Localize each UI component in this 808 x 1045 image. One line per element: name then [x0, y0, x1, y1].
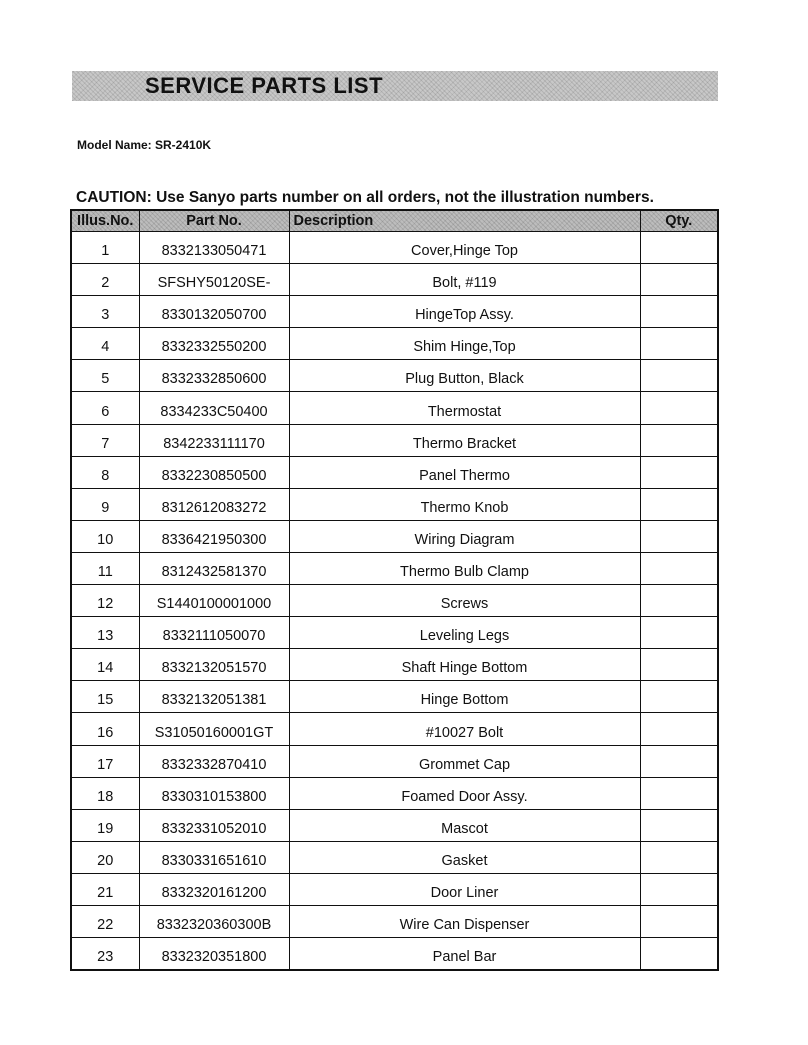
illus-no-cell-text: 4	[101, 339, 110, 356]
part-no-cell	[139, 745, 289, 777]
illus-no-cell	[71, 713, 139, 745]
illus-no-cell	[71, 296, 139, 328]
illus-no-cell	[71, 328, 139, 360]
part-no-cell	[139, 713, 289, 745]
part-no-cell-text: SFSHY50120SE-	[157, 275, 271, 292]
illus-no-cell	[71, 745, 139, 777]
qty-cell	[640, 232, 718, 264]
illus-no-cell	[71, 905, 139, 937]
part-no-cell-text: 8332332550200	[161, 339, 267, 356]
part-no-cell-text: 8332111050070	[162, 628, 266, 645]
table-row	[71, 232, 718, 264]
description-cell-text: Shaft Hinge Bottom	[401, 660, 528, 677]
qty-cell	[640, 809, 718, 841]
illus-no-cell	[71, 617, 139, 649]
illus-no-cell	[71, 585, 139, 617]
qty-cell	[640, 488, 718, 520]
illus-no-cell-text: 3	[101, 307, 110, 324]
table-row	[71, 296, 718, 328]
description-cell-text: Panel Bar	[432, 949, 497, 966]
caution-note: CAUTION: Use Sanyo parts number on all orders, not the illustration numbers.	[76, 189, 654, 206]
table-row	[71, 264, 718, 296]
description-cell-text: Foamed Door Assy.	[401, 788, 528, 805]
illus-no-cell-text: 8	[101, 467, 110, 484]
description-cell	[289, 552, 640, 584]
parts-table-body	[71, 232, 718, 971]
qty-cell	[640, 777, 718, 809]
part-no-cell-text: 8312432581370	[161, 564, 267, 581]
illus-no-cell-text: 14	[97, 660, 114, 677]
table-row	[71, 392, 718, 424]
illus-no-cell	[71, 873, 139, 905]
description-cell	[289, 617, 640, 649]
qty-cell	[640, 296, 718, 328]
part-no-cell	[139, 392, 289, 424]
part-no-cell-text: 8332320161200	[161, 884, 267, 901]
description-cell	[289, 296, 640, 328]
illus-no-cell	[71, 777, 139, 809]
column-header-part-no: Part No.	[139, 210, 289, 232]
description-cell	[289, 392, 640, 424]
illus-no-cell	[71, 938, 139, 971]
description-cell-text: Gasket	[441, 852, 488, 869]
description-cell-text: Thermo Bracket	[412, 435, 517, 452]
illus-no-cell	[71, 392, 139, 424]
qty-cell	[640, 745, 718, 777]
table-row	[71, 713, 718, 745]
description-cell	[289, 520, 640, 552]
description-cell	[289, 809, 640, 841]
description-cell	[289, 841, 640, 873]
table-row	[71, 585, 718, 617]
part-no-cell-text: 8312612083272	[161, 499, 267, 516]
description-cell	[289, 232, 640, 264]
qty-cell	[640, 392, 718, 424]
column-header-description: Description	[289, 210, 640, 232]
illus-no-cell-text: 2	[101, 275, 110, 292]
description-cell-text: Plug Button, Black	[405, 371, 524, 388]
description-cell	[289, 360, 640, 392]
part-no-cell-text: 8330310153800	[161, 788, 267, 805]
model-name: Model Name: SR-2410K	[77, 138, 212, 152]
illus-no-cell	[71, 360, 139, 392]
table-row	[71, 681, 718, 713]
column-header-illus-no: Illus.No.	[71, 210, 139, 232]
qty-cell	[640, 456, 718, 488]
qty-cell	[640, 264, 718, 296]
description-cell	[289, 681, 640, 713]
description-cell	[289, 264, 640, 296]
illus-no-cell	[71, 681, 139, 713]
part-no-cell-text: 8332332850600	[161, 371, 267, 388]
part-no-cell	[139, 905, 289, 937]
description-cell-text: Grommet Cap	[418, 756, 511, 773]
table-row	[71, 841, 718, 873]
qty-cell	[640, 681, 718, 713]
description-cell	[289, 488, 640, 520]
part-no-cell	[139, 520, 289, 552]
part-no-cell-text: 8332230850500	[161, 467, 267, 484]
illus-no-cell-text: 13	[97, 628, 114, 645]
description-cell-text: Thermostat	[427, 403, 502, 420]
description-cell	[289, 424, 640, 456]
qty-cell	[640, 905, 718, 937]
illus-no-cell-text: 11	[97, 564, 113, 581]
table-row	[71, 873, 718, 905]
part-no-cell-text: 8334233C50400	[160, 403, 268, 420]
illus-no-cell-text: 1	[101, 243, 110, 260]
illus-no-cell-text: 20	[97, 852, 114, 869]
illus-no-cell-text: 5	[101, 371, 110, 388]
table-row	[71, 809, 718, 841]
part-no-cell-text: 8332132051381	[161, 692, 267, 709]
description-cell-text: Wiring Diagram	[414, 531, 515, 548]
description-cell-text: Hinge Bottom	[420, 692, 509, 709]
part-no-cell	[139, 873, 289, 905]
table-row	[71, 488, 718, 520]
part-no-cell-text: 8332320351800	[161, 949, 267, 966]
description-cell	[289, 905, 640, 937]
table-row	[71, 424, 718, 456]
page-title: SERVICE PARTS LIST	[145, 73, 384, 98]
description-cell	[289, 456, 640, 488]
description-cell-text: Screws	[440, 596, 489, 613]
illus-no-cell-text: 17	[97, 756, 114, 773]
table-header-row	[71, 210, 718, 232]
illus-no-cell-text: 23	[97, 949, 114, 966]
part-no-cell-text: 8330331651610	[161, 852, 267, 869]
table-row	[71, 938, 718, 971]
part-no-cell-text: 8336421950300	[161, 531, 267, 548]
description-cell-text: Panel Thermo	[419, 467, 510, 484]
part-no-cell	[139, 617, 289, 649]
illus-no-cell-text: 6	[101, 403, 110, 420]
qty-cell	[640, 552, 718, 584]
table-row	[71, 520, 718, 552]
illus-no-cell-text: 16	[97, 724, 114, 741]
part-no-cell-text: 8332332870410	[161, 756, 267, 773]
illus-no-cell	[71, 488, 139, 520]
part-no-cell	[139, 296, 289, 328]
illus-no-cell-text: 19	[97, 820, 114, 837]
part-no-cell	[139, 681, 289, 713]
description-cell	[289, 745, 640, 777]
part-no-cell-text: 8342233111170	[163, 435, 265, 452]
illus-no-cell-text: 10	[97, 531, 114, 548]
description-cell-text: Thermo Bulb Clamp	[400, 564, 529, 581]
part-no-cell	[139, 360, 289, 392]
part-no-cell	[139, 328, 289, 360]
description-cell	[289, 713, 640, 745]
qty-cell	[640, 713, 718, 745]
qty-cell	[640, 328, 718, 360]
qty-cell	[640, 424, 718, 456]
description-cell	[289, 649, 640, 681]
part-no-cell-text: 8332132051570	[161, 660, 267, 677]
qty-cell	[640, 520, 718, 552]
description-cell-text: Mascot	[441, 820, 488, 837]
part-no-cell-text: 8332133050471	[161, 243, 267, 260]
illus-no-cell-text: 7	[101, 435, 110, 452]
part-no-cell-text: 8332331052010	[161, 820, 267, 837]
description-cell-text: Bolt, #119	[432, 275, 497, 292]
qty-cell	[640, 649, 718, 681]
part-no-cell	[139, 488, 289, 520]
part-no-cell	[139, 424, 289, 456]
description-cell-text: Shim Hinge,Top	[413, 339, 516, 356]
part-no-cell	[139, 264, 289, 296]
illus-no-cell-text: 9	[101, 499, 110, 516]
part-no-cell	[139, 809, 289, 841]
table-row	[71, 649, 718, 681]
illus-no-cell	[71, 649, 139, 681]
part-no-cell-text: 8330132050700	[161, 307, 267, 324]
table-row	[71, 745, 718, 777]
illus-no-cell	[71, 424, 139, 456]
table-row	[71, 552, 718, 584]
table-row	[71, 777, 718, 809]
description-cell-text: Leveling Legs	[419, 628, 510, 645]
description-cell	[289, 585, 640, 617]
part-no-cell	[139, 777, 289, 809]
description-cell-text: Thermo Knob	[420, 499, 509, 516]
illus-no-cell	[71, 841, 139, 873]
column-header-qty: Qty.	[640, 210, 718, 232]
table-row	[71, 456, 718, 488]
qty-cell	[640, 360, 718, 392]
illus-no-cell-text: 18	[97, 788, 114, 805]
illus-no-cell-text: 15	[97, 692, 114, 709]
part-no-cell	[139, 841, 289, 873]
parts-table	[70, 209, 719, 971]
illus-no-cell-text: 21	[97, 884, 114, 901]
description-cell	[289, 328, 640, 360]
part-no-cell	[139, 232, 289, 264]
illus-no-cell	[71, 809, 139, 841]
part-no-cell	[139, 649, 289, 681]
part-no-cell-text: S31050160001GT	[154, 724, 274, 741]
qty-cell	[640, 585, 718, 617]
illus-no-cell	[71, 520, 139, 552]
illus-no-cell-text: 22	[97, 917, 114, 934]
part-no-cell	[139, 938, 289, 971]
table-row	[71, 905, 718, 937]
part-no-cell-text: 8332320360300B	[156, 917, 272, 934]
description-cell	[289, 938, 640, 971]
description-cell	[289, 777, 640, 809]
part-no-cell	[139, 456, 289, 488]
table-row	[71, 617, 718, 649]
illus-no-cell	[71, 456, 139, 488]
qty-cell	[640, 938, 718, 971]
description-cell-text: HingeTop Assy.	[415, 307, 514, 324]
illus-no-cell	[71, 552, 139, 584]
description-cell-text: #10027 Bolt	[425, 724, 504, 741]
illus-no-cell	[71, 232, 139, 264]
illus-no-cell	[71, 264, 139, 296]
qty-cell	[640, 617, 718, 649]
description-cell-text: Door Liner	[430, 884, 499, 901]
illus-no-cell-text: 12	[97, 596, 114, 613]
table-row	[71, 328, 718, 360]
qty-cell	[640, 873, 718, 905]
table-row	[71, 360, 718, 392]
part-no-cell	[139, 552, 289, 584]
part-no-cell-text: S1440100001000	[156, 596, 272, 613]
qty-cell	[640, 841, 718, 873]
description-cell-text: Wire Can Dispenser	[399, 917, 530, 934]
description-cell	[289, 873, 640, 905]
part-no-cell	[139, 585, 289, 617]
description-cell-text: Cover,Hinge Top	[411, 243, 518, 260]
